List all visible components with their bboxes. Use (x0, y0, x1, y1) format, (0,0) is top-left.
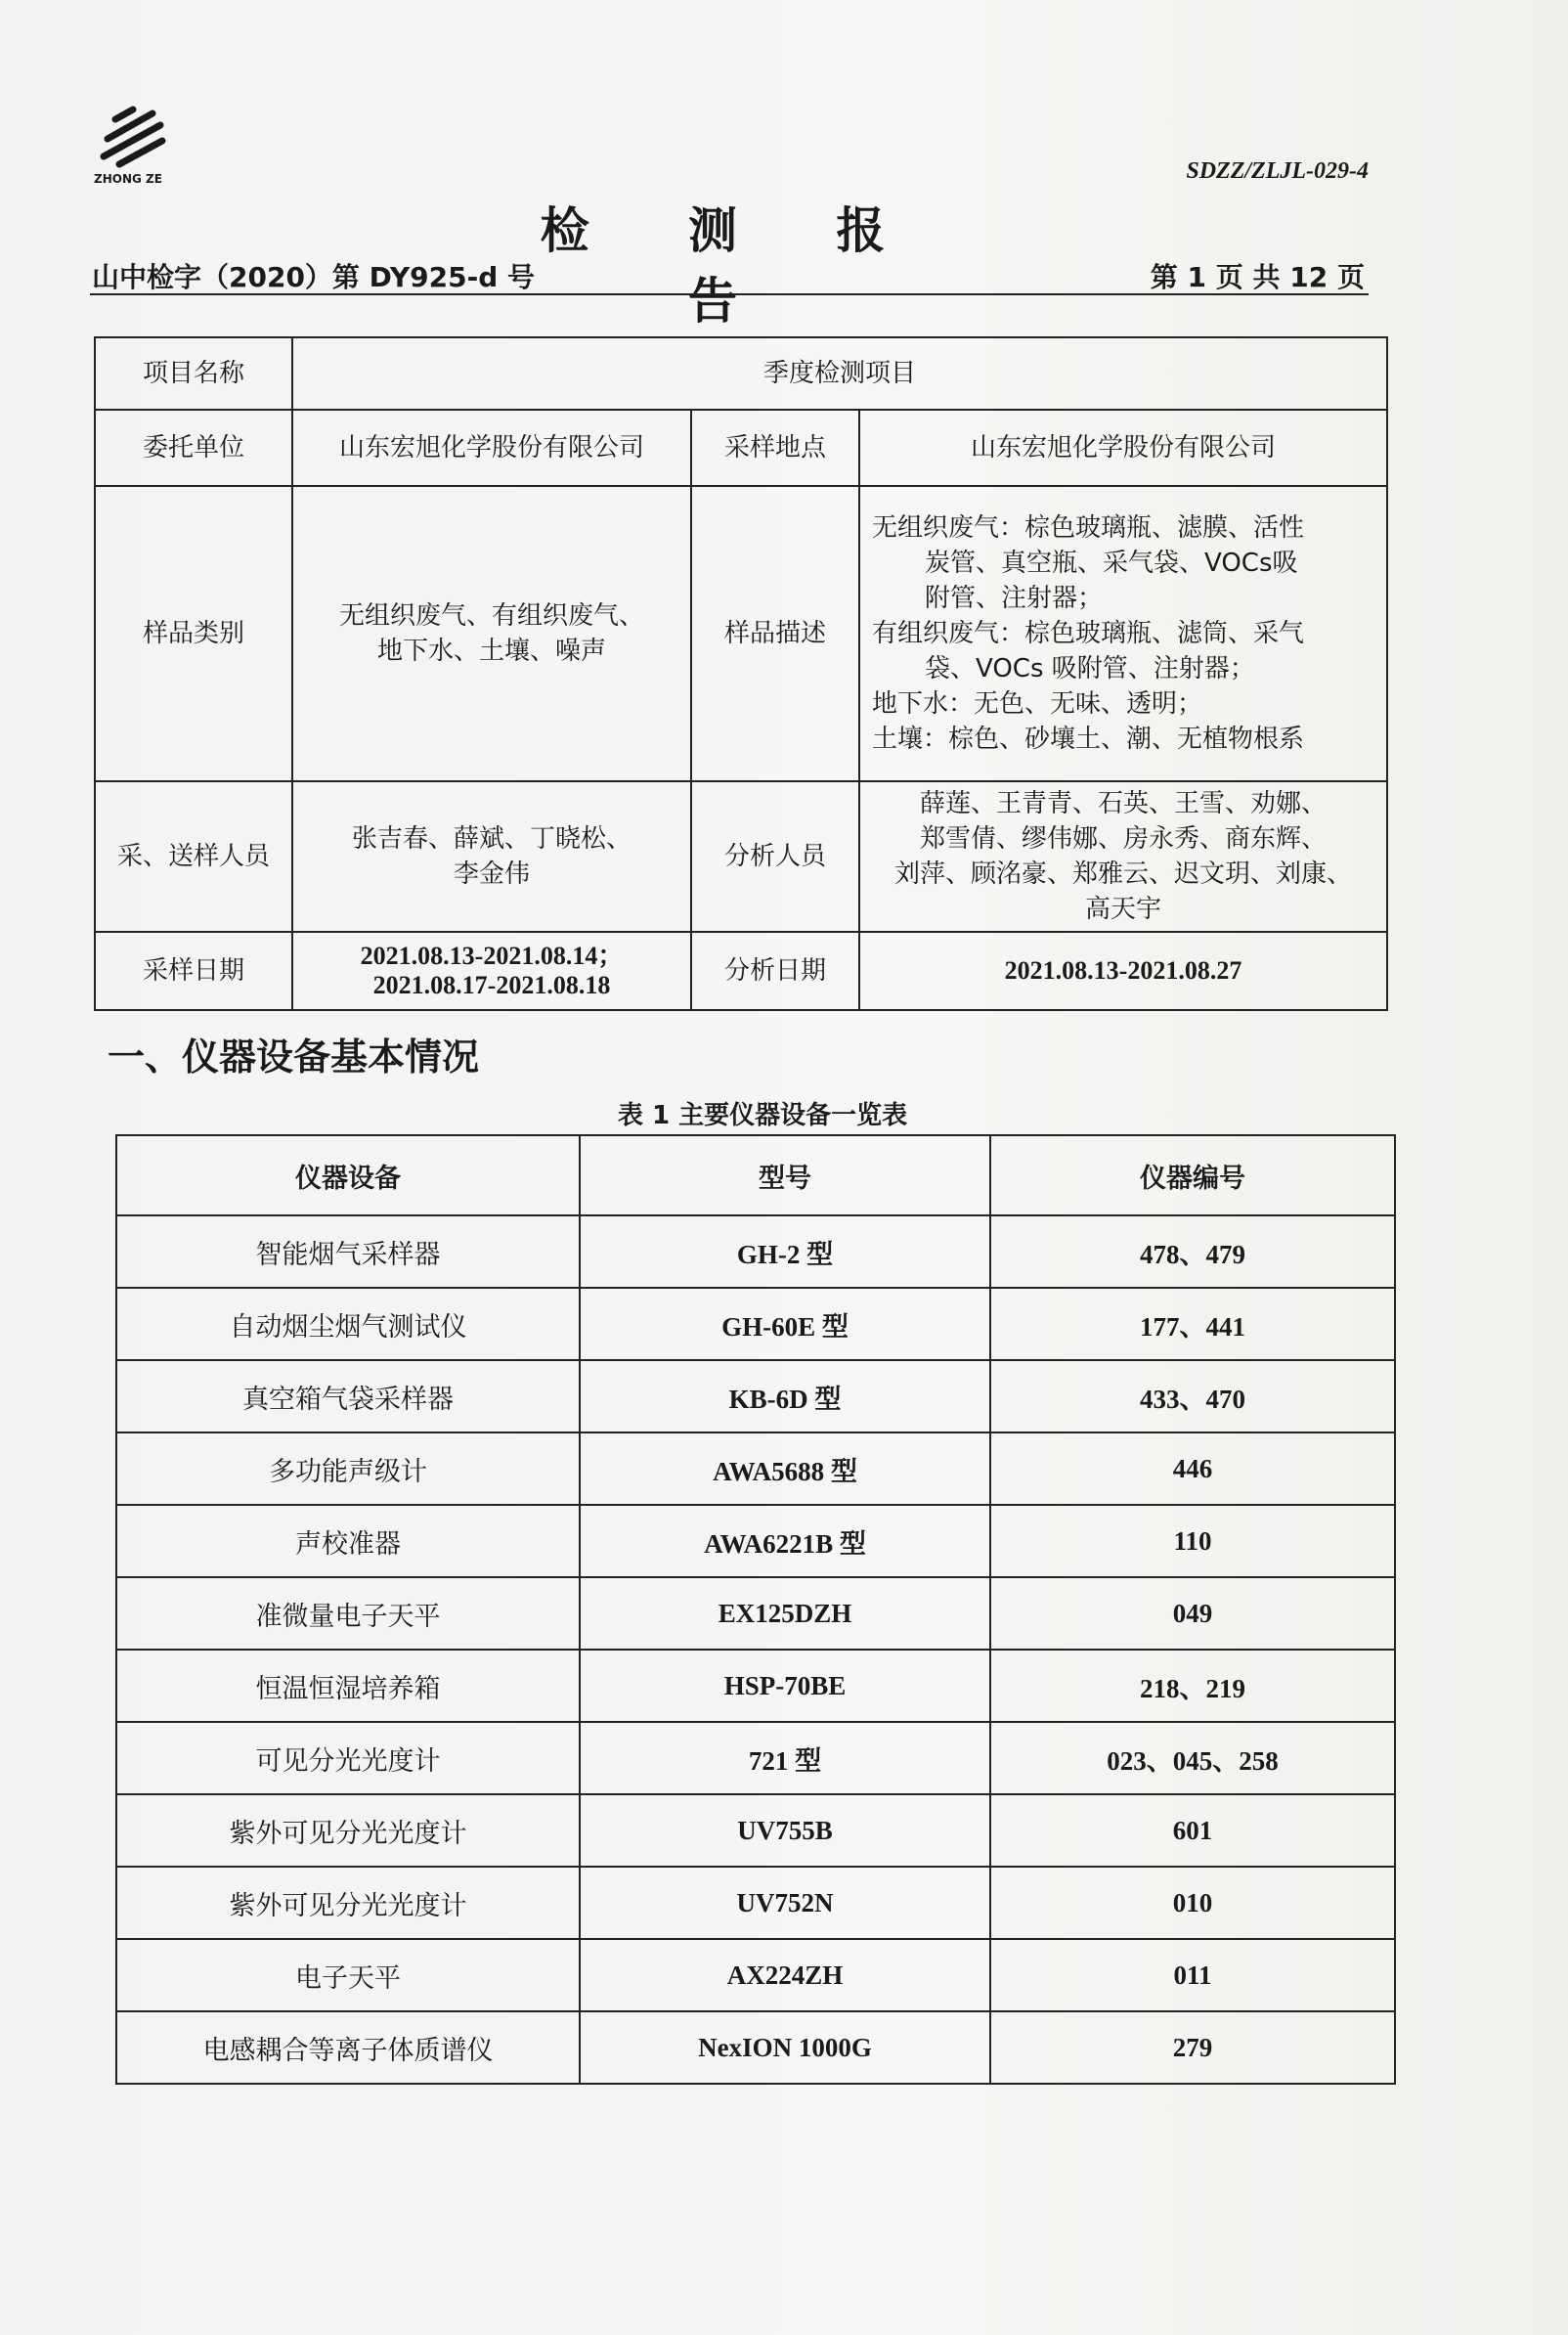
desc-line: 无组织废气：棕色玻璃瓶、滤膜、活性 (872, 513, 1305, 543)
equipment-model: GH-2 型 (580, 1215, 990, 1288)
equipment-name: 真空箱气袋采样器 (116, 1360, 580, 1432)
table-row (116, 1577, 1395, 1650)
page-number: 第 1 页 共 12 页 (1150, 261, 1365, 293)
table-row (116, 2011, 1395, 2084)
section-heading: 一、仪器设备基本情况 (108, 1035, 480, 1079)
info-row-project (95, 337, 1387, 410)
equipment-name: 声校准器 (116, 1505, 580, 1577)
equipment-name: 电子天平 (116, 1939, 580, 2011)
equipment-model: EX125DZH (580, 1577, 990, 1650)
desc-line: 有组织废气：棕色玻璃瓶、滤筒、采气 (872, 619, 1305, 648)
info-table (94, 336, 1388, 1011)
desc-value (859, 486, 1387, 781)
equipment-id: 218、219 (990, 1650, 1395, 1722)
equipment-name: 智能烟气采样器 (116, 1215, 580, 1288)
client-value: 山东宏旭化学股份有限公司 (292, 410, 691, 486)
info-row-category (95, 486, 1387, 781)
table-row (116, 1288, 1395, 1360)
desc-line: 地下水：无色、无味、透明； (872, 689, 1203, 719)
equipment-model: AWA5688 型 (580, 1432, 990, 1505)
equipment-model: AWA6221B 型 (580, 1505, 990, 1577)
sampler-line: 张吉春、薛斌、丁晓松、 (351, 824, 632, 854)
equipment-id: 433、470 (990, 1360, 1395, 1432)
category-label: 样品类别 (95, 486, 292, 781)
equipment-model: NexION 1000G (580, 2011, 990, 2084)
client-label: 委托单位 (95, 410, 292, 486)
info-row-personnel (95, 781, 1387, 932)
desc-label: 样品描述 (691, 486, 859, 781)
category-line: 地下水、土壤、噪声 (376, 637, 606, 666)
info-row-dates (95, 932, 1387, 1010)
table-row (116, 1505, 1395, 1577)
analyst-line: 高天宇 (1085, 895, 1162, 924)
analysis-date-value: 2021.08.13-2021.08.27 (859, 932, 1387, 1010)
analyst-label: 分析人员 (691, 781, 859, 932)
desc-line: 袋、VOCs 吸附管、注射器； (925, 654, 1255, 683)
equipment-table (115, 1134, 1396, 2085)
table-row (116, 1360, 1395, 1432)
analyst-line: 薛莲、王青青、石英、王雪、劝娜、 (920, 789, 1328, 818)
desc-line: 土壤：棕色、砂壤土、潮、无植物根系 (872, 725, 1305, 754)
header-divider (90, 293, 1369, 295)
logo-text: ZHONG ZE (94, 172, 162, 186)
table-row (116, 1867, 1395, 1939)
equipment-name: 电感耦合等离子体质谱仪 (116, 2011, 580, 2084)
equipment-id: 110 (990, 1505, 1395, 1577)
equipment-name: 准微量电子天平 (116, 1577, 580, 1650)
equipment-id: 446 (990, 1432, 1395, 1505)
equipment-model: AX224ZH (580, 1939, 990, 2011)
equipment-id: 049 (990, 1577, 1395, 1650)
table-row (116, 1215, 1395, 1288)
analysis-date-label: 分析日期 (691, 932, 859, 1010)
table-row (116, 1432, 1395, 1505)
sample-date-value (292, 932, 691, 1010)
desc-line: 炭管、真空瓶、采气袋、VOCs吸 (925, 549, 1298, 578)
site-value: 山东宏旭化学股份有限公司 (859, 410, 1387, 486)
analyst-line: 刘萍、顾洺豪、郑雅云、迟文玥、刘康、 (894, 859, 1353, 889)
equipment-id: 601 (990, 1794, 1395, 1867)
table-row (116, 1650, 1395, 1722)
document-code: SDZZ/ZLJL-029-4 (1186, 158, 1369, 184)
equipment-model: KB-6D 型 (580, 1360, 990, 1432)
equipment-name: 多功能声级计 (116, 1432, 580, 1505)
equipment-model: GH-60E 型 (580, 1288, 990, 1360)
equipment-id: 177、441 (990, 1288, 1395, 1360)
table-caption: 表 1 主要仪器设备一览表 (617, 1101, 908, 1130)
equipment-name: 紫外可见分光光度计 (116, 1867, 580, 1939)
equipment-model: UV755B (580, 1794, 990, 1867)
column-header: 型号 (580, 1135, 990, 1215)
table-header-row (116, 1135, 1395, 1215)
project-label: 项目名称 (95, 337, 292, 410)
equipment-name: 可见分光光度计 (116, 1722, 580, 1794)
equipment-name: 自动烟尘烟气测试仪 (116, 1288, 580, 1360)
sampler-label: 采、送样人员 (95, 781, 292, 932)
equipment-id: 010 (990, 1867, 1395, 1939)
equipment-name: 恒温恒湿培养箱 (116, 1650, 580, 1722)
equipment-name: 紫外可见分光光度计 (116, 1794, 580, 1867)
sample-date-line: 2021.08.17-2021.08.18 (372, 971, 611, 999)
category-line: 无组织废气、有组织废气、 (338, 601, 644, 631)
category-value (292, 486, 691, 781)
site-label: 采样地点 (691, 410, 859, 486)
equipment-model: HSP-70BE (580, 1650, 990, 1722)
column-header: 仪器设备 (116, 1135, 580, 1215)
equipment-id: 023、045、258 (990, 1722, 1395, 1794)
equipment-model: UV752N (580, 1867, 990, 1939)
analyst-line: 郑雪倩、缪伟娜、房永秀、商东辉、 (920, 824, 1328, 854)
sample-date-label: 采样日期 (95, 932, 292, 1010)
column-header: 仪器编号 (990, 1135, 1395, 1215)
project-value: 季度检测项目 (292, 337, 1387, 410)
report-number: 山中检字（2020）第 DY925-d 号 (92, 261, 536, 293)
equipment-id: 011 (990, 1939, 1395, 2011)
table-row (116, 1722, 1395, 1794)
info-row-client (95, 410, 1387, 486)
equipment-id: 478、479 (990, 1215, 1395, 1288)
table-row (116, 1939, 1395, 2011)
equipment-id: 279 (990, 2011, 1395, 2084)
analyst-value (859, 781, 1387, 932)
equipment-model: 721 型 (580, 1722, 990, 1794)
page-title: 检 测 报 告 (540, 201, 927, 330)
desc-line: 附管、注射器； (925, 584, 1104, 613)
sampler-value (292, 781, 691, 932)
sampler-line: 李金伟 (453, 859, 530, 889)
table-row (116, 1794, 1395, 1867)
sample-date-line: 2021.08.13-2021.08.14； (360, 942, 624, 970)
